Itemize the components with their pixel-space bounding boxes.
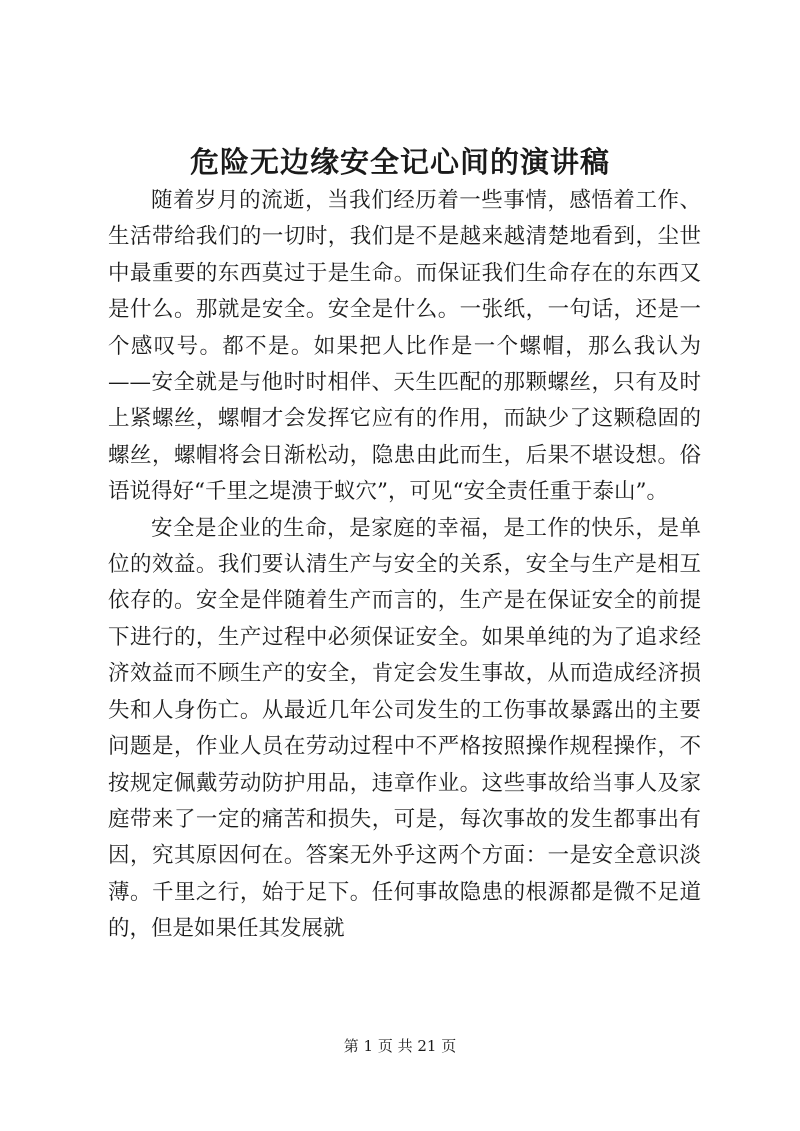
document-body bbox=[108, 183, 701, 948]
body-paragraph: 安全是企业的生命，是家庭的幸福，是工作的快乐，是单位的效益。我们要认清生产与安全的关系，安全与生产是相互依存的。安全是伴随着生产而言的，生产是在保证安全的前提下进行的，生产过程中必须保证安全。如果单纯的为了追求经济效益而不顾生产的安全，肯定会发生事故，从而造成经济损失和人身伤亡。从最近几年公司发生的工伤事故暴露出的主要问题是，作业人员在劳动过程中不严格按照操作规程操作，不按规定佩戴劳动防护用品，违章作业。这些事故给当事人及家庭带来了一定的痛苦和损失，可是，每次事故的发生都事出有因，究其原因何在。答案无外乎这两个方面：一是安全意识淡薄。千里之行，始于足下。任何事故隐患的根源都是微不足道的，但是如果任其发展就 bbox=[108, 515, 701, 942]
page-number-footer: 第 1 页 共 21 页 bbox=[343, 1037, 457, 1055]
document-title: 危险无边缘安全记心间的演讲稿 bbox=[189, 145, 610, 179]
body-paragraph: 随着岁月的流逝，当我们经历着一些事情，感悟着工作、生活带给我们的一切时，我们是不是越来越清楚地看到，尘世中最重要的东西莫过于是生命。而保证我们生命存在的东西又是什么。那就是安全。安全是什么。一张纸，一句话，还是一个感叹号。都不是。如果把人比作是一个螺帽，那么我认为——安全就是与他时时相伴、天生匹配的那颗螺丝，只有及时上紧螺丝，螺帽才会发挥它应有的作用，而缺少了这颗稳固的螺丝，螺帽将会日渐松动，隐患由此而生，后果不堪设想。俗语说得好“千里之堤溃于蚁穴”，可见“安全责任重于泰山”。 bbox=[108, 188, 701, 505]
